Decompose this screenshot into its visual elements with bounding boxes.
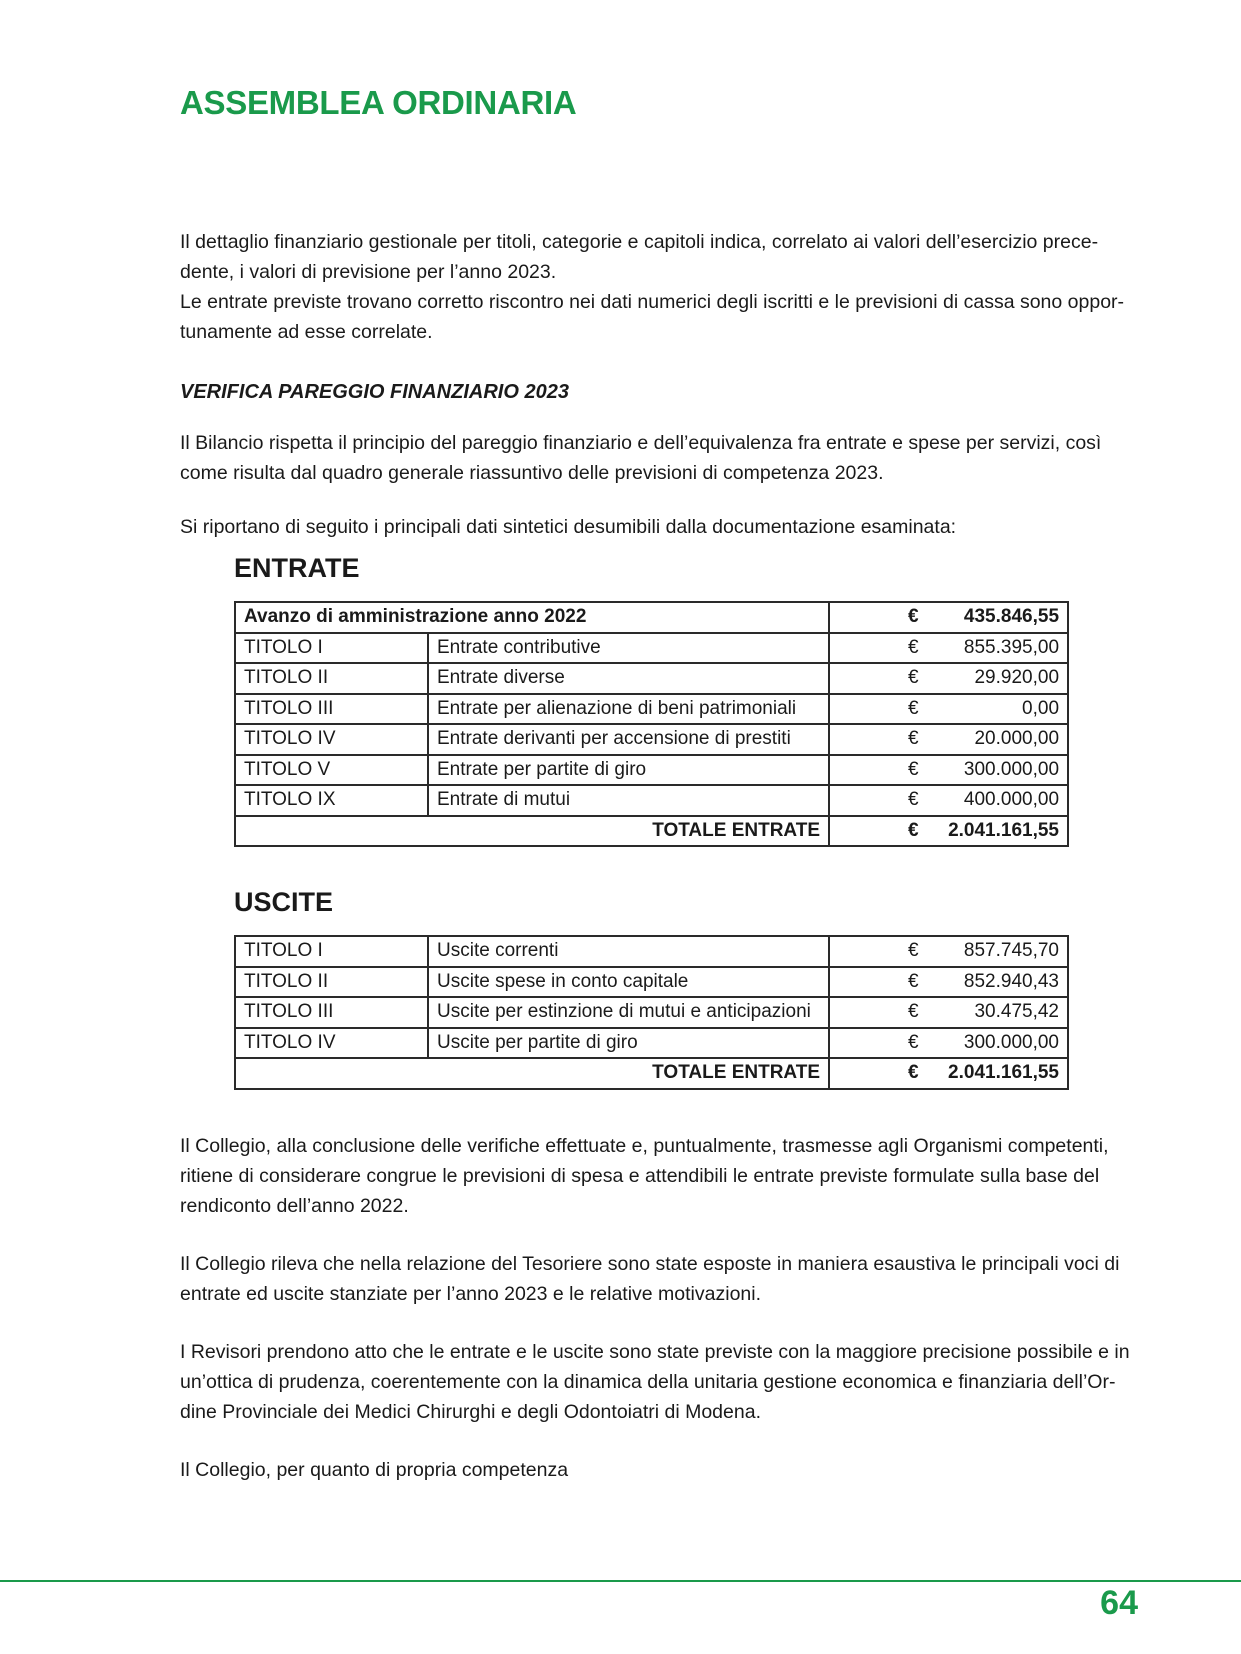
importo-value: 20.000,00 [974,728,1060,750]
descrizione-cell: Entrate per alienazione di beni patrimoniali [428,694,829,725]
currency-symbol: € [908,606,919,628]
footer-divider [0,1580,1241,1582]
currency-symbol: € [908,1031,919,1053]
importo-cell [829,785,1068,816]
avanzo-amount-cell [829,602,1068,633]
descrizione-cell: Entrate diverse [428,663,829,694]
titolo-cell: TITOLO II [235,663,428,694]
table-row [235,967,1068,998]
intro-line: tunamente ad esse correlate. [180,321,433,343]
descrizione-cell: Entrate per partite di giro [428,755,829,786]
section-subheading: VERIFICA PAREGGIO FINANZIARIO 2023 [180,381,569,403]
currency-symbol: € [908,697,919,719]
importo-value: 300.000,00 [963,758,1060,780]
pareggio-paragraph [180,428,1136,488]
total-value: 2.041.161,55 [948,819,1060,841]
importo-cell [829,936,1068,967]
currency-symbol: € [908,1001,919,1023]
currency-symbol: € [908,636,919,658]
importo-value: 0,00 [1022,697,1060,719]
collegio-line: Il Collegio, alla conclusione delle verifiche effettuate e, puntualmente, trasmesse agli Organismi competenti, [180,1135,1109,1157]
table-row [235,755,1068,786]
revisori-paragraph [180,1337,1136,1427]
intro-line: Il dettaglio finanziario gestionale per titoli, categorie e capitoli indica, correlato ai valori dell’esercizio prece- [180,231,1099,253]
currency-symbol: € [908,970,919,992]
collegio-paragraph-1 [180,1131,1136,1221]
revisori-line: un’ottica di prudenza, coerentemente con la dinamica della unitaria gestione economica e finanziaria dell’Or- [180,1371,1116,1393]
titolo-cell: TITOLO III [235,694,428,725]
descrizione-cell: Uscite per estinzione di mutui e anticipazioni [428,997,829,1028]
table-row [235,724,1068,755]
descrizione-cell: Entrate derivanti per accensione di prestiti [428,724,829,755]
pareggio-line: come risulta dal quadro generale riassuntivo delle previsioni di competenza 2023. [180,462,884,484]
collegio-line: entrate ed uscite stanziate per l’anno 2023 e le relative motivazioni. [180,1283,762,1305]
table-row [235,663,1068,694]
entrate-heading: ENTRATE [234,553,360,583]
currency-symbol: € [908,789,919,811]
dati-intro-paragraph: Si riportano di seguito i principali dati sintetici desumibili dalla documentazione esaminata: [180,516,957,538]
table-row [235,694,1068,725]
importo-cell [829,997,1068,1028]
collegio-paragraph-2 [180,1249,1136,1309]
importo-cell [829,724,1068,755]
page-number: 64 [1100,1584,1138,1622]
importo-cell [829,967,1068,998]
importo-value: 30.475,42 [974,1001,1059,1023]
table-row [235,633,1068,664]
intro-line: dente, i valori di previsione per l’anno 2023. [180,261,557,283]
intro-line: Le entrate previste trovano corretto riscontro nei dati numerici degli iscritti e le previsioni di cassa sono oppor- [180,291,1125,313]
avanzo-row [235,602,1068,633]
table-row [235,997,1068,1028]
currency-symbol: € [908,667,919,689]
total-label: TOTALE ENTRATE [235,816,829,847]
titolo-cell: TITOLO I [235,633,428,664]
table-row [235,936,1068,967]
revisori-line: dine Provinciale dei Medici Chirurghi e degli Odontoiatri di Modena. [180,1401,761,1423]
descrizione-cell: Uscite correnti [428,936,829,967]
importo-cell [829,663,1068,694]
total-amount-cell [829,816,1068,847]
total-row [235,816,1068,847]
titolo-cell: TITOLO III [235,997,428,1028]
importo-cell [829,1028,1068,1059]
table-row [235,785,1068,816]
revisori-line: I Revisori prendono atto che le entrate e le uscite sono state previste con la maggiore precisione possibile e in [180,1341,1130,1363]
table-row [235,1028,1068,1059]
avanzo-value: 435.846,55 [963,606,1060,628]
titolo-cell: TITOLO V [235,755,428,786]
uscite-table [234,935,1069,1090]
collegio-paragraph-3: Il Collegio, per quanto di propria competenza [180,1459,569,1481]
importo-cell [829,694,1068,725]
descrizione-cell: Uscite spese in conto capitale [428,967,829,998]
titolo-cell: TITOLO II [235,967,428,998]
currency-symbol: € [908,758,919,780]
importo-value: 852.940,43 [963,970,1059,992]
titolo-cell: TITOLO IX [235,785,428,816]
entrate-table [234,601,1069,847]
uscite-heading: USCITE [234,887,334,917]
collegio-line: ritiene di considerare congrue le previsioni di spesa e attendibili le entrate previste formulate sulla base del [180,1165,1100,1187]
importo-cell [829,755,1068,786]
total-label: TOTALE ENTRATE [235,1058,829,1089]
total-value: 2.041.161,55 [948,1062,1059,1084]
descrizione-cell: Entrate contributive [428,633,829,664]
avanzo-label: Avanzo di amministrazione anno 2022 [235,602,829,633]
total-amount-cell [829,1058,1068,1089]
page-title: ASSEMBLEA ORDINARIA [180,84,577,121]
importo-value: 855.395,00 [963,636,1060,658]
titolo-cell: TITOLO I [235,936,428,967]
importo-value: 300.000,00 [963,1031,1059,1053]
intro-paragraph [180,227,1136,347]
currency-symbol: € [908,728,919,750]
total-row [235,1058,1068,1089]
currency-symbol: € [908,940,919,962]
pareggio-line: Il Bilancio rispetta il principio del pareggio finanziario e dell’equivalenza fra entrate e spese per servizi, così [180,432,1102,454]
descrizione-cell: Uscite per partite di giro [428,1028,829,1059]
importo-value: 29.920,00 [974,667,1060,689]
importo-value: 400.000,00 [963,789,1060,811]
importo-value: 857.745,70 [963,940,1059,962]
collegio-line: Il Collegio rileva che nella relazione del Tesoriere sono state esposte in maniera esaustiva le principali voci di [180,1253,1120,1275]
descrizione-cell: Entrate di mutui [428,785,829,816]
titolo-cell: TITOLO IV [235,724,428,755]
collegio-line: rendiconto dell’anno 2022. [180,1195,409,1217]
titolo-cell: TITOLO IV [235,1028,428,1059]
currency-symbol: € [908,1062,919,1084]
currency-symbol: € [908,819,919,841]
importo-cell [829,633,1068,664]
